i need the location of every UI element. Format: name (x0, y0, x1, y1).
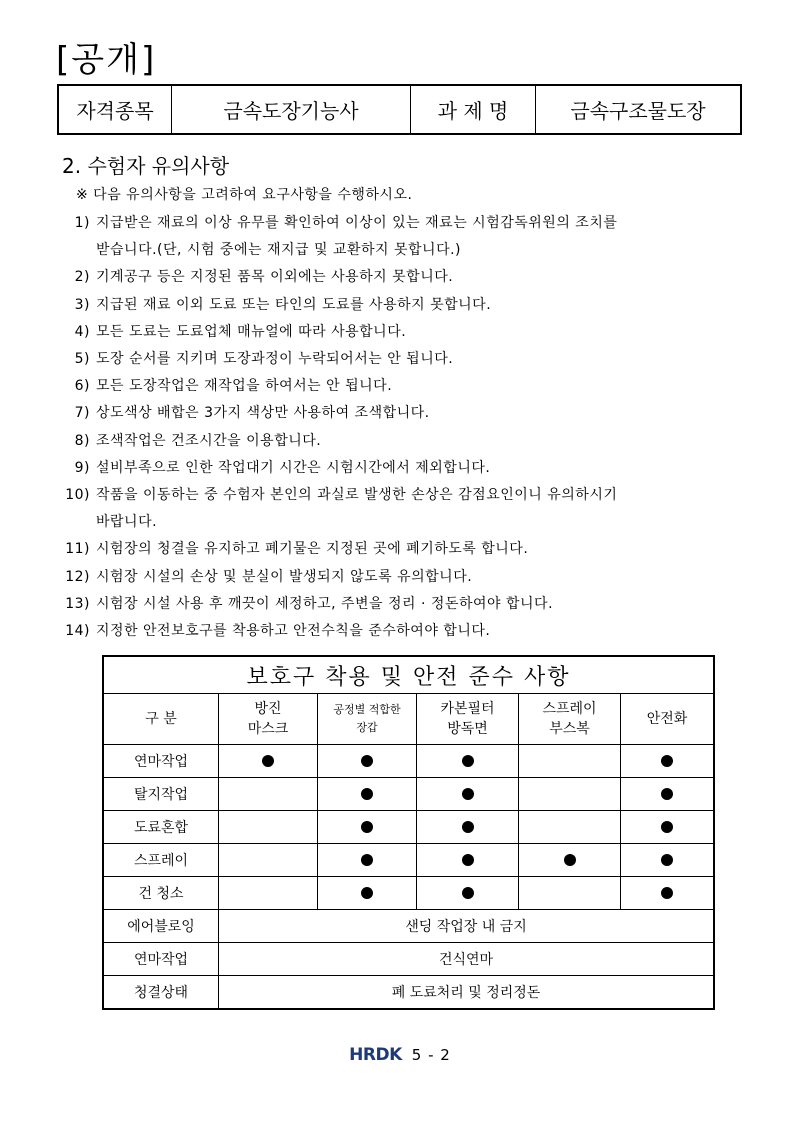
item-text: 설비부족으로 인한 작업대기 시간은 시험시간에서 제외합니다. (96, 459, 491, 476)
exam-info-table (57, 84, 742, 135)
page-number: 5 - 2 (411, 1046, 451, 1064)
required-dot-icon (661, 887, 673, 899)
section-note: ※ 다음 유의사항을 고려하여 요구사항을 수행하시오. (76, 187, 413, 203)
row-label: 청결상태 (103, 976, 219, 1010)
required-dot-icon (661, 854, 673, 866)
list-item (60, 319, 750, 346)
mark-cell (519, 844, 621, 877)
list-item (60, 264, 750, 291)
list-item (60, 292, 750, 319)
item-number: 12) (65, 568, 90, 585)
safety-table-title: 보호구 착용 및 안전 준수 사항 (103, 656, 714, 694)
required-dot-icon (361, 755, 373, 767)
mark-cell (417, 811, 519, 844)
page-footer (0, 1045, 800, 1065)
table-row (103, 943, 714, 976)
required-dot-icon (661, 788, 673, 800)
mark-cell (318, 778, 417, 811)
mark-cell (318, 811, 417, 844)
precautions-list (60, 210, 750, 645)
list-item (60, 346, 750, 373)
item-number: 8) (74, 432, 90, 449)
required-dot-icon (462, 755, 474, 767)
required-dot-icon (462, 821, 474, 833)
item-text: 지급된 재료 이외 도료 또는 타인의 도료를 사용하지 못합니다. (96, 296, 492, 313)
item-number: 14) (65, 623, 90, 640)
list-item (60, 482, 750, 509)
mark-cell (219, 877, 318, 910)
mark-cell (417, 745, 519, 778)
task-value: 금속구조물도장 (536, 85, 742, 134)
row-label: 연마작업 (103, 943, 219, 976)
mark-cell (519, 811, 621, 844)
column-header: 공정별 적합한 장갑 (318, 694, 417, 745)
list-item (60, 509, 750, 536)
mark-cell (621, 745, 715, 778)
table-row (103, 811, 714, 844)
task-label: 과 제 명 (411, 85, 536, 134)
required-dot-icon (661, 755, 673, 767)
required-dot-icon (361, 788, 373, 800)
item-text: 도장 순서를 지키며 도장과정이 누락되어서는 안 됩니다. (96, 351, 454, 368)
item-number: 6) (74, 378, 90, 395)
item-text: 조색작업은 건조시간을 이용합니다. (96, 432, 322, 449)
item-number: 2) (74, 269, 90, 286)
field-value: 금속도장기능사 (172, 85, 411, 134)
mark-cell (621, 844, 715, 877)
public-label: [공개] (56, 40, 157, 80)
column-header: 안전화 (621, 694, 715, 745)
table-row (103, 877, 714, 910)
mark-cell (621, 778, 715, 811)
item-text: 시험장 시설의 손상 및 분실이 발생되지 않도록 유의합니다. (96, 568, 473, 585)
item-number: 11) (65, 541, 90, 558)
field-label: 자격종목 (58, 85, 172, 134)
list-item (60, 428, 750, 455)
required-dot-icon (262, 755, 274, 767)
column-header: 카본필터 방독면 (417, 694, 519, 745)
row-label: 도료혼합 (103, 811, 219, 844)
row-value: 건식연마 (219, 943, 715, 976)
column-header-category: 구 분 (103, 694, 219, 745)
row-label: 스프레이 (103, 844, 219, 877)
item-number: 10) (65, 487, 90, 504)
mark-cell (519, 778, 621, 811)
mark-cell (417, 877, 519, 910)
table-row (103, 976, 714, 1010)
table-row (103, 745, 714, 778)
column-header: 방진 마스크 (219, 694, 318, 745)
required-dot-icon (361, 821, 373, 833)
hrdk-logo: HRDK (349, 1045, 402, 1065)
mark-cell (219, 745, 318, 778)
row-value: 폐 도료처리 및 정리정돈 (219, 976, 715, 1010)
required-dot-icon (361, 854, 373, 866)
list-item (60, 400, 750, 427)
list-item (60, 591, 750, 618)
item-text: 바랍니다. (96, 514, 158, 531)
table-row (103, 778, 714, 811)
item-text: 시험장의 청결을 유지하고 폐기물은 지정된 곳에 폐기하도록 합니다. (96, 541, 529, 558)
mark-cell (219, 811, 318, 844)
list-item (60, 618, 750, 645)
item-text: 상도색상 배합은 3가지 색상만 사용하여 조색합니다. (96, 405, 430, 422)
mark-cell (318, 745, 417, 778)
item-text: 모든 도료는 도료업체 매뉴얼에 따라 사용합니다. (96, 323, 407, 340)
required-dot-icon (462, 887, 474, 899)
item-number: 4) (74, 323, 90, 340)
item-text: 모든 도장작업은 재작업을 하여서는 안 됩니다. (96, 378, 393, 395)
safety-equipment-table (102, 655, 715, 1010)
list-item (60, 373, 750, 400)
item-number: 7) (74, 405, 90, 422)
list-item (60, 564, 750, 591)
mark-cell (318, 877, 417, 910)
required-dot-icon (462, 854, 474, 866)
item-number: 1) (74, 215, 90, 231)
mark-cell (519, 877, 621, 910)
item-text: 작품을 이동하는 중 수험자 본인의 과실로 발생한 손상은 감점요인이니 유의하시기 (96, 487, 618, 504)
item-number: 5) (74, 351, 90, 368)
item-text: 기계공구 등은 지정된 품목 이외에는 사용하지 못합니다. (96, 269, 454, 286)
row-label: 연마작업 (103, 745, 219, 778)
item-text: 지정한 안전보호구를 착용하고 안전수칙을 준수하여야 합니다. (96, 623, 491, 640)
item-text: 받습니다.(단, 시험 중에는 재지급 및 교환하지 못합니다.) (96, 242, 462, 259)
row-label: 건 청소 (103, 877, 219, 910)
row-label: 에어블로잉 (103, 910, 219, 943)
required-dot-icon (462, 788, 474, 800)
required-dot-icon (661, 821, 673, 833)
required-dot-icon (361, 887, 373, 899)
item-number: 13) (65, 595, 90, 612)
list-item (60, 455, 750, 482)
mark-cell (318, 844, 417, 877)
required-dot-icon (564, 854, 576, 866)
list-item (60, 210, 750, 237)
mark-cell (417, 844, 519, 877)
row-label: 탈지작업 (103, 778, 219, 811)
section-title: 2. 수험자 유의사항 (62, 154, 230, 178)
row-value: 샌딩 작업장 내 금지 (219, 910, 715, 943)
mark-cell (219, 844, 318, 877)
mark-cell (417, 778, 519, 811)
list-item (60, 536, 750, 563)
item-text: 시험장 시설 사용 후 깨끗이 세정하고, 주변을 정리 · 정돈하여야 합니다. (96, 595, 554, 612)
table-row (103, 844, 714, 877)
item-number: 9) (74, 459, 90, 476)
mark-cell (219, 778, 318, 811)
list-item (60, 237, 750, 264)
table-row (103, 910, 714, 943)
item-text: 지급받은 재료의 이상 유무를 확인하여 이상이 있는 재료는 시험감독위원의 조치를 (96, 215, 618, 231)
item-number: 3) (74, 296, 90, 313)
mark-cell (621, 877, 715, 910)
column-header: 스프레이 부스복 (519, 694, 621, 745)
mark-cell (519, 745, 621, 778)
mark-cell (621, 811, 715, 844)
